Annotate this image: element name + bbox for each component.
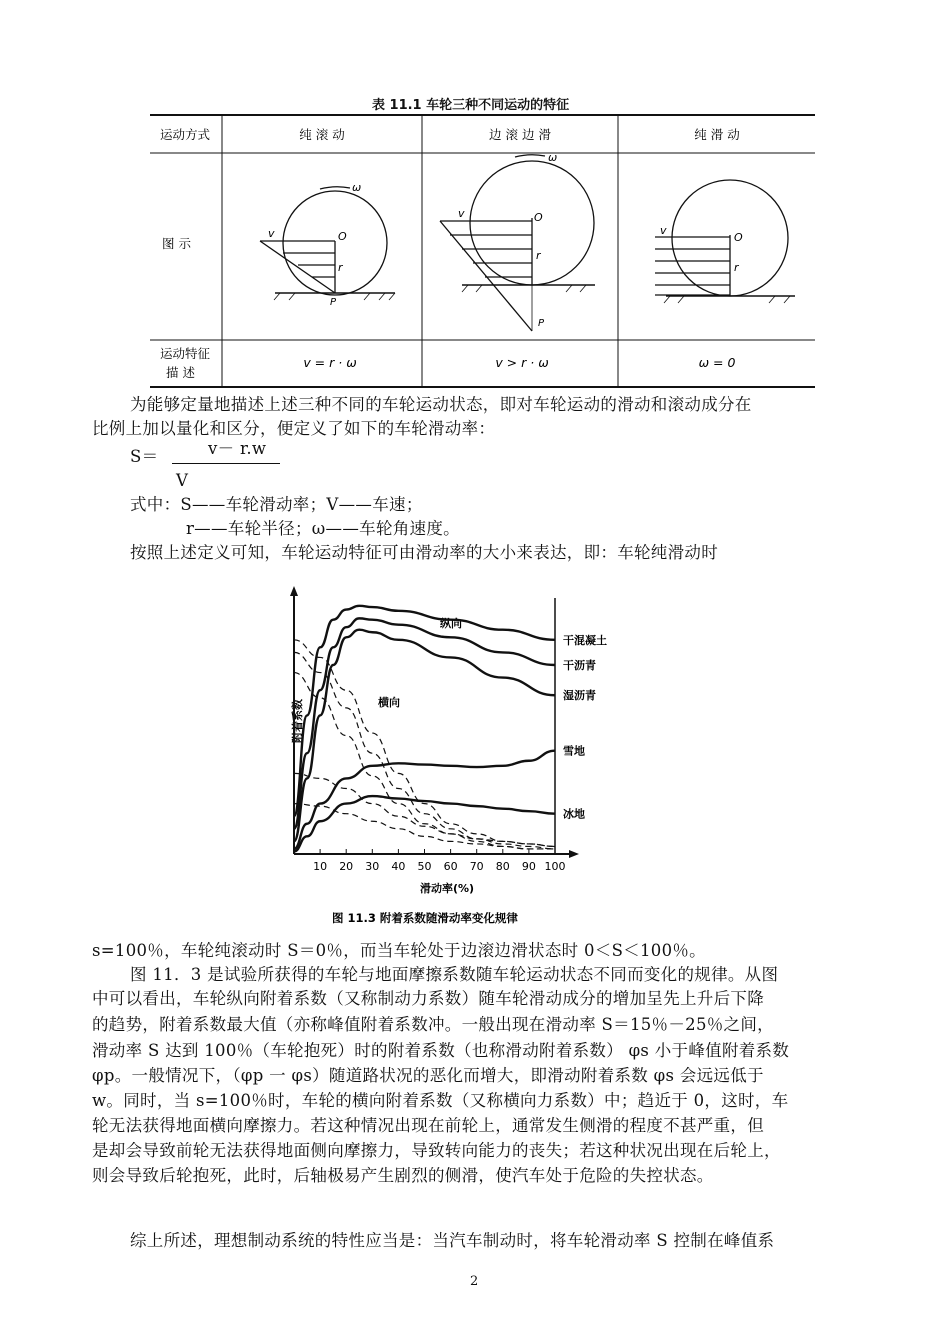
x-axis-arrow (569, 850, 579, 858)
series-label-0: 干混凝土 (563, 633, 607, 647)
para3-line3: 中可以看出，车轮纵向附着系数（又称制动力系数）随车轮滑动成分的增加呈先上升后下降 (92, 989, 764, 1008)
x-tick-label: 40 (391, 860, 406, 873)
x-tick-label: 70 (469, 860, 484, 873)
o-label-1: O (338, 230, 347, 243)
para3-line10: 则会导致后轮抱死，此时，后轴极易产生剧烈的侧滑，使汽车处于危险的失控状态。 (92, 1166, 714, 1185)
para3-line8: 轮无法获得地面横向摩擦力。若这种情况出现在前轮上，通常发生侧滑的程度不甚严重，但 (92, 1116, 764, 1135)
para3-line4: 的趋势，附着系数最大值（亦称峰值附着系数冲。一般出现在滑动率 S＝15％－25％之间， (92, 1015, 774, 1034)
x-tick-label: 30 (365, 860, 380, 873)
o-label-3: O (734, 231, 743, 244)
omega-label-2: ω (548, 151, 558, 164)
row3-header-line1: 运动特征 (160, 346, 211, 361)
v-label-3: v (660, 224, 667, 237)
x-tick-label: 50 (417, 860, 432, 873)
x-tick-label: 10 (313, 860, 328, 873)
series-label-1: 干沥青 (563, 659, 596, 672)
where-line1: 式中：S——车轮滑动率；V——车速； (130, 495, 423, 514)
annotation-longitudinal: 纵向 (440, 617, 462, 630)
para2-line1: 按照上述定义可知，车轮运动特征可由滑动率的大小来表达，即：车轮纯滑动时 (130, 543, 718, 562)
p-label-2: P (538, 318, 545, 329)
x-tick-label: 80 (495, 860, 510, 873)
x-tick-label: 90 (521, 860, 536, 873)
para3-line1: s=100％，车轮纯滚动时 S＝0％，而当车轮处于边滚边滑状态时 0＜S＜100％。 (92, 941, 706, 960)
series-label-3: 雪地 (563, 744, 585, 758)
v-label-2: v (458, 207, 465, 220)
v-label-1: v (268, 227, 275, 240)
adhesion-chart (258, 580, 628, 932)
row3-header-line2: 描 述 (166, 365, 195, 380)
diagram-pure-sliding (655, 180, 795, 303)
para3-line2: 图 11．3 是试验所获得的车轮与地面摩擦系数随车轮运动状态不同而变化的规律。从图 (130, 965, 779, 984)
formula-pure-rolling: v = r · ω (303, 355, 357, 370)
r-label-2: r (536, 249, 541, 262)
series-line-6 (294, 652, 555, 849)
row2-header: 图 示 (162, 236, 191, 251)
wheel-motion-table (150, 113, 820, 393)
annotation-lateral: 横向 (378, 696, 400, 709)
col-header-pure-rolling: 纯 滚 动 (299, 127, 345, 142)
chart-title: 图 11.3 附着系数随滑动率变化规律 (332, 911, 518, 925)
chart-xlabel: 滑动率(%) (420, 882, 475, 895)
where-line2: r——车轮半径；ω——车轮角速度。 (186, 519, 460, 538)
formula-numerator: v－ r.w (208, 439, 267, 458)
series-line-0 (294, 606, 555, 816)
series-label-2: 湿沥青 (563, 689, 596, 703)
x-tick-label: 60 (443, 860, 458, 873)
diagram-pure-rolling (260, 187, 395, 300)
para1-line1: 为能够定量地描述上述三种不同的车轮运动状态，即对车轮运动的滑动和滚动成分在 (130, 395, 752, 414)
r-label-3: r (734, 261, 739, 274)
col-header-pure-sliding: 纯 滑 动 (694, 127, 740, 142)
series-line-5 (294, 640, 555, 847)
series-line-7 (294, 673, 555, 849)
row1-header: 运动方式 (160, 127, 211, 142)
col-header-roll-slide: 边 滚 边 滑 (489, 127, 551, 142)
para3-line6: φp。一般情况下，（φp 一 φs）随道路状况的恶化而增大，即滑动附着系数 φs 会远远低于 (92, 1066, 764, 1085)
formula-fraction-bar (172, 463, 280, 464)
para3-line5: 滑动率 S 达到 100％（车轮抱死）时的附着系数（也称滑动附着系数） φs 小于峰值附着系数 (92, 1041, 790, 1060)
x-tick-label: 100 (544, 860, 566, 873)
para3-line9: 是却会导致前轮无法获得地面侧向摩擦力，导致转向能力的丧失；若这种状况出现在后轮上， (92, 1141, 781, 1160)
p-label-1: P (330, 297, 337, 308)
y-axis-arrow (290, 586, 298, 596)
chart-ylabel: 附着系数 (291, 699, 304, 743)
table-caption: 表 11.1 车轮三种不同运动的特征 (372, 98, 570, 113)
page-number: 2 (470, 1274, 479, 1289)
series-label-4: 冰地 (563, 807, 585, 821)
omega-label-1: ω (352, 181, 362, 194)
para1-line2: 比例上加以量化和区分，便定义了如下的车轮滑动率： (92, 419, 496, 438)
series-line-3 (294, 751, 555, 849)
diagram-roll-slide (440, 155, 595, 331)
formula-roll-slide: v > r · ω (495, 355, 549, 370)
para3-line7: w。同时，当 s=100％时，车轮的横向附着系数（又称横向力系数）中；趋近于 0，这时，车 (92, 1091, 789, 1110)
formula-pure-sliding: ω = 0 (698, 355, 736, 370)
formula-lhs: S＝ (130, 447, 159, 466)
para4-line1: 综上所述，理想制动系统的特性应当是：当汽车制动时，将车轮滑动率 S 控制在峰值系 (130, 1231, 775, 1250)
o-label-2: O (534, 211, 543, 224)
x-tick-label: 20 (339, 860, 354, 873)
r-label-1: r (338, 261, 343, 274)
formula-denominator: V (176, 471, 189, 490)
